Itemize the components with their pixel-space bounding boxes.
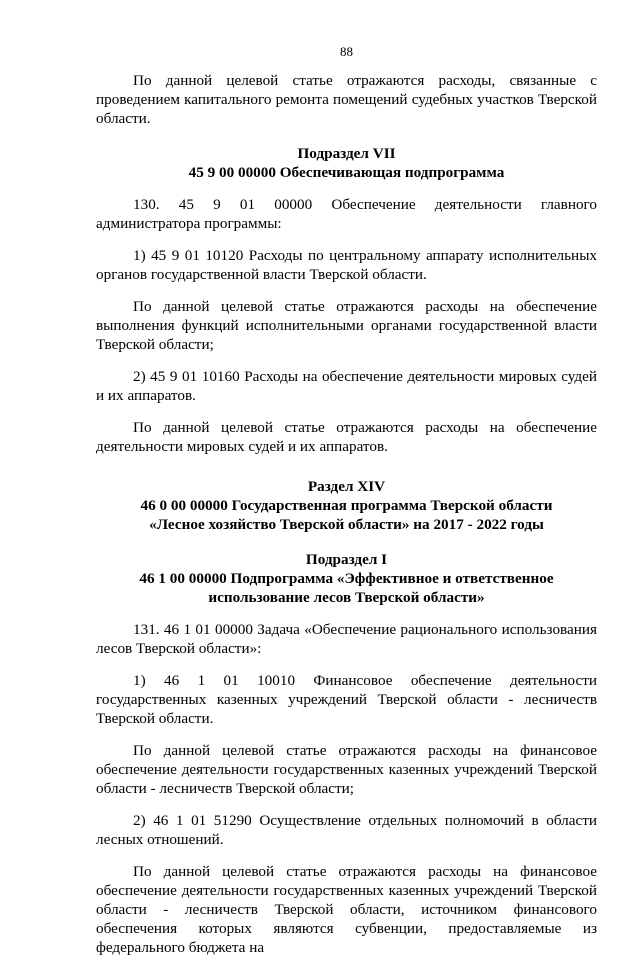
section-14-title: Раздел XIV [307, 478, 386, 495]
section-14-name-line1: 46 0 00 00000 Государственная программа Тверской области [140, 497, 553, 514]
paragraph-item-130-2: 2) 45 9 01 10160 Расходы на обеспечение деятельности мировых судей и их аппаратов. [96, 368, 597, 404]
section-14-heading [96, 477, 597, 534]
paragraph-item-131-2: 2) 46 1 01 51290 Осуществление отдельных полномочий в области лесных отношений. [96, 812, 597, 848]
paragraph-item-131: 131. 46 1 01 00000 Задача «Обеспечение рационального использования лесов Тверской области»: [96, 621, 597, 657]
paragraph-item-130-2-desc: По данной целевой статье отражаются расходы на обеспечение деятельности мировых судей и их аппаратов. [96, 419, 597, 455]
paragraph-capital-repair: По данной целевой статье отражаются расходы, связанные с проведением капитального ремонта помещений судебных участков Тверской области. [96, 72, 597, 127]
paragraph-item-130-1-desc: По данной целевой статье отражаются расходы на обеспечение выполнения функций исполнительными органами государственной власти Тверской области; [96, 298, 597, 353]
paragraph-item-130-1: 1) 45 9 01 10120 Расходы по центральному аппарату исполнительных органов государственной власти Тверской области. [96, 247, 597, 283]
subsection-1-name-line2: использование лесов Тверской области» [208, 589, 485, 606]
subsection-1-title: Подраздел I [305, 551, 388, 568]
paragraph-item-130: 130. 45 9 01 00000 Обеспечение деятельности главного администратора программы: [96, 196, 597, 232]
subsection-1-heading [96, 550, 597, 607]
paragraph-item-131-2-desc: По данной целевой статье отражаются расходы на финансовое обеспечение деятельности государственных казенных учреждений Тверской области - лесничеств Тверской области, источником финансового обеспечения которых являются субвенции, предоставляемые из федерального бюджета на [96, 863, 597, 956]
subsection-7-name: 45 9 00 00000 Обеспечивающая подпрограмма [188, 164, 505, 181]
subsection-1-name-line1: 46 1 00 00000 Подпрограмма «Эффективное и ответственное [139, 570, 554, 587]
paragraph-item-131-1-desc: По данной целевой статье отражаются расходы на финансовое обеспечение деятельности государственных казенных учреждений Тверской области - лесничеств Тверской области; [96, 742, 597, 797]
page-number: 88 [340, 44, 353, 59]
paragraph-item-131-1: 1) 46 1 01 10010 Финансовое обеспечение деятельности государственных казенных учреждений Тверской области - лесничеств Тверской области. [96, 672, 597, 727]
section-14-name-line2: «Лесное хозяйство Тверской области» на 2017 - 2022 годы [149, 516, 544, 533]
subsection-7-heading [96, 144, 597, 182]
subsection-7-title: Подраздел VII [297, 145, 396, 162]
